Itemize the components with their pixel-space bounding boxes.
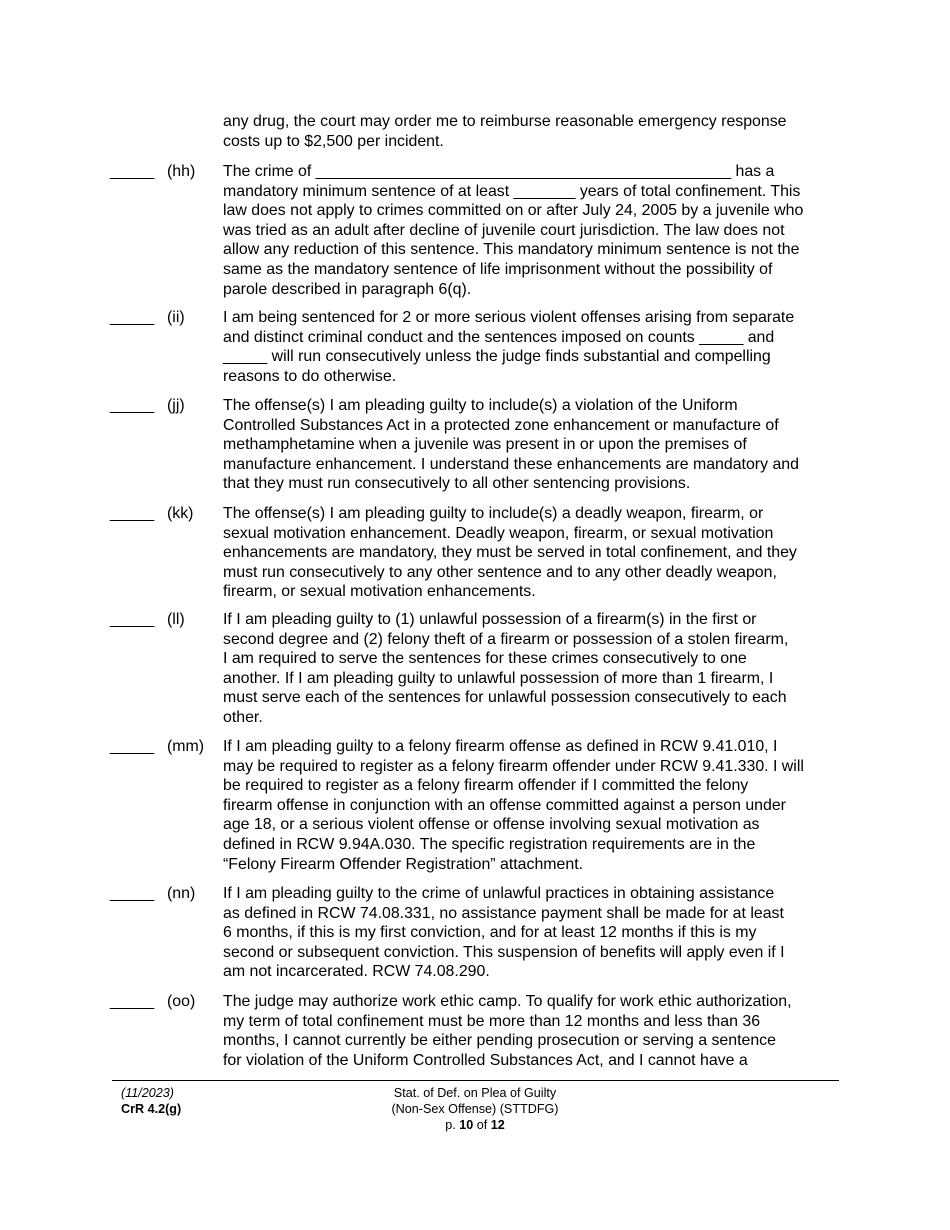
text-line: for violation of the Uniform Controlled Substances Act, and I cannot have a — [223, 1051, 748, 1069]
text-line: another. If I am pleading guilty to unlawful possession of more than 1 firearm, I — [223, 669, 774, 687]
page-current: 10 — [459, 1118, 474, 1132]
text-line: as defined in RCW 74.08.331, no assistance payment shall be made for at least — [223, 904, 784, 922]
item-label: (nn) — [167, 885, 196, 902]
footer-divider — [112, 1080, 839, 1081]
item-text — [223, 504, 841, 602]
text-line: The offense(s) I am pleading guilty to include(s) a violation of the Uniform — [223, 397, 738, 414]
text-line: defined in RCW 9.94A.030. The specific registration requirements are in the — [223, 835, 756, 853]
text-line: must run consecutively to any other sentence and to any other deadly weapon, — [223, 563, 777, 581]
item-label: (hh) — [167, 163, 196, 180]
form-revision-date: (11/2023) — [121, 1086, 174, 1100]
text-line: If I am pleading guilty to (1) unlawful possession of a firearm(s) in the first or — [223, 611, 757, 628]
initial-blank: _____ — [110, 505, 155, 522]
text-line: that they must run consecutively to all other sentencing provisions. — [223, 475, 691, 493]
text-line: The offense(s) I am pleading guilty to include(s) a deadly weapon, firearm, or — [223, 505, 764, 522]
item-text — [223, 992, 841, 1070]
text-line: second or subsequent conviction. This suspension of benefits will apply even if I — [223, 943, 785, 961]
item-label: (jj) — [167, 397, 185, 414]
text-line: and distinct criminal conduct and the sentences imposed on counts _____ and — [223, 328, 775, 346]
text-line: was tried as an adult after decline of juvenile court jurisdiction. The law does not — [223, 221, 785, 239]
initial-blank: _____ — [110, 993, 155, 1010]
initial-blank: _____ — [110, 163, 155, 180]
form-title-line: (Non-Sex Offense) (STTDFG) — [391, 1102, 559, 1116]
page-total: 12 — [490, 1118, 505, 1132]
text-line: firearm offense in conjunction with an offense committed against a person under — [223, 796, 786, 814]
text-line: allow any reduction of this sentence. This mandatory minimum sentence is not the — [223, 241, 800, 259]
text-line: age 18, or a serious violent offense or offense involving sexual motivation as — [223, 816, 760, 834]
initial-blank: _____ — [110, 397, 155, 414]
item-label: (kk) — [167, 505, 194, 522]
item-text — [223, 737, 841, 874]
text-line: Controlled Substances Act in a protected zone enhancement or manufacture of — [223, 416, 779, 434]
text-line: methamphetamine when a juvenile was present in or upon the premises of — [223, 436, 747, 454]
text-line: The crime of _______________________________________________ has a — [223, 163, 775, 180]
item-label: (ll) — [167, 611, 185, 628]
text-line: months, I cannot currently be either pending prosecution or serving a sentence — [223, 1032, 776, 1050]
item-text — [223, 610, 841, 728]
form-title-line: Stat. of Def. on Plea of Guilty — [393, 1086, 557, 1100]
text-line: same as the mandatory sentence of life imprisonment without the possibility of — [223, 260, 773, 278]
footer-form-title — [325, 1085, 625, 1133]
text-line: The judge may authorize work ethic camp. To qualify for work ethic authorization, — [223, 993, 792, 1010]
item-text — [223, 308, 841, 386]
text-line: be required to register as a felony firearm offender if I committed the felony — [223, 777, 749, 795]
text-line: costs up to $2,500 per incident. — [223, 132, 444, 150]
item-text — [223, 162, 841, 299]
item-label: (ii) — [167, 309, 185, 326]
initial-blank: _____ — [110, 738, 155, 755]
text-line: enhancements are mandatory, they must be served in total confinement, and they — [223, 544, 797, 562]
text-line: manufacture enhancement. I understand these enhancements are mandatory and — [223, 455, 799, 473]
text-line: “Felony Firearm Offender Registration” attachment. — [223, 855, 584, 873]
text-line: second degree and (2) felony theft of a firearm or possession of a stolen firearm, — [223, 630, 789, 648]
continued-paragraph — [223, 112, 843, 151]
item-text — [223, 396, 841, 494]
initial-blank: _____ — [110, 885, 155, 902]
text-line: mandatory minimum sentence of at least _______ years of total confinement. This — [223, 182, 801, 200]
footer-form-info — [121, 1085, 181, 1117]
text-line: may be required to register as a felony firearm offender under RCW 9.41.330. I will — [223, 757, 804, 775]
text-line: 6 months, if this is my first conviction, and for at least 12 months if this is my — [223, 924, 757, 942]
text-line: I am being sentenced for 2 or more serious violent offenses arising from separate — [223, 309, 795, 326]
text-line: If I am pleading guilty to a felony firearm offense as defined in RCW 9.41.010, I — [223, 738, 778, 755]
text-line: law does not apply to crimes committed on or after July 24, 2005 by a juvenile who — [223, 202, 804, 220]
text-line: am not incarcerated. RCW 74.08.290. — [223, 963, 490, 981]
initial-blank: _____ — [110, 611, 155, 628]
page-of: of — [476, 1118, 488, 1132]
text-line: any drug, the court may order me to reimburse reasonable emergency response — [223, 113, 787, 130]
page-number — [325, 1117, 625, 1133]
text-line: my term of total confinement must be more than 12 months and less than 36 — [223, 1012, 761, 1030]
text-line: _____ will run consecutively unless the judge finds substantial and compelling — [223, 348, 771, 366]
text-line: reasons to do otherwise. — [223, 367, 397, 385]
page-prefix: p. — [445, 1118, 456, 1132]
text-line: firearm, or sexual motivation enhancements. — [223, 583, 536, 601]
text-line: I am required to serve the sentences for these crimes consecutively to one — [223, 650, 747, 668]
text-line: sexual motivation enhancement. Deadly weapon, firearm, or sexual motivation — [223, 524, 774, 542]
item-label: (oo) — [167, 993, 196, 1010]
item-label: (mm) — [167, 738, 205, 755]
text-line: must serve each of the sentences for unlawful possession consecutively to each — [223, 689, 787, 707]
text-line: parole described in paragraph 6(q). — [223, 280, 472, 298]
text-line: other. — [223, 708, 263, 726]
item-text — [223, 884, 841, 982]
initial-blank: _____ — [110, 309, 155, 326]
text-line: If I am pleading guilty to the crime of unlawful practices in obtaining assistance — [223, 885, 775, 902]
court-rule: CrR 4.2(g) — [121, 1102, 182, 1116]
